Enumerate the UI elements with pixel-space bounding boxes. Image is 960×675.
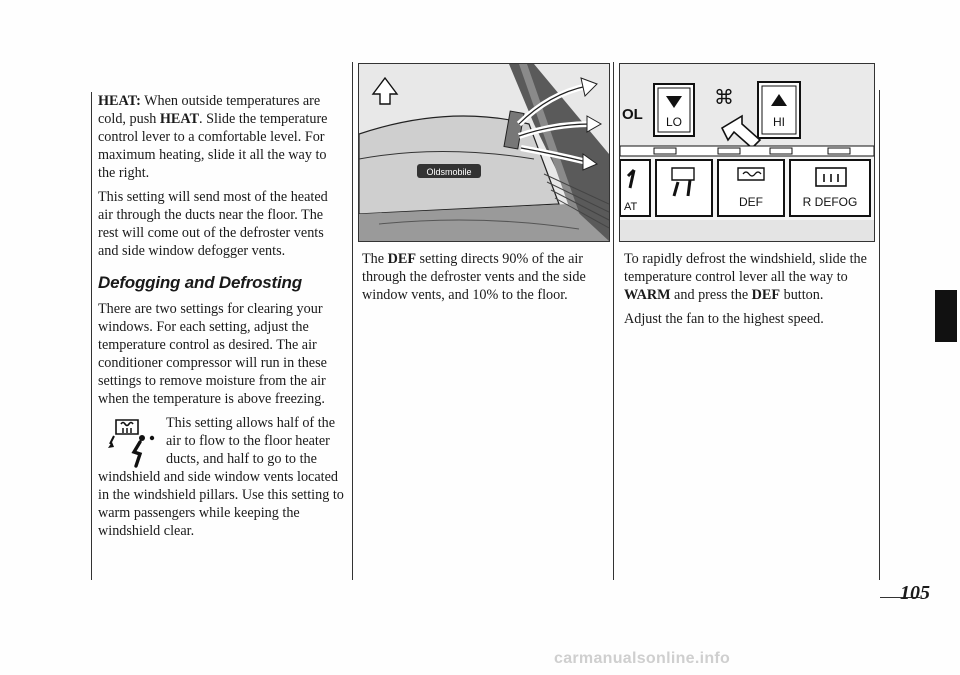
climate-panel-figure — [619, 63, 875, 242]
column-rule-right — [613, 62, 614, 580]
heat-paragraph — [98, 92, 346, 182]
fan-icon: ⌘ — [714, 87, 734, 109]
right-column — [624, 250, 870, 334]
rapid-defrost-paragraph — [624, 250, 870, 304]
fan-speed-paragraph: Adjust the fan to the highest speed. — [624, 311, 824, 327]
rapid-text-2: and press the — [670, 287, 752, 303]
lo-label: LO — [665, 115, 683, 129]
rapid-text-1: To rapidly defrost the windshield, slide the temperature control lever all the way to — [624, 251, 867, 285]
heat-keyword: HEAT — [159, 111, 200, 127]
defog-mode-icon — [98, 416, 160, 468]
section-heading: Defogging and Defrosting — [98, 273, 302, 292]
column-rule-far-right — [879, 90, 880, 580]
def-text-1: The — [362, 251, 388, 267]
defog-paragraph: There are two settings for clearing your windows. For each setting, adjust the temperature control as desired. The air conditioner compressor will run in these settings to remove moisture from the air when the temperature is above freezing. — [98, 301, 327, 407]
page-number: 105 — [900, 582, 930, 604]
heat-text-2: . Slide the temperature control lever to a comfortable level. For maximum heating, slide it all the way to the right. — [98, 111, 328, 181]
def-keyword: DEF — [387, 251, 416, 267]
left-edge-label: OL — [622, 106, 643, 123]
heat-text-1: When outside temperatures are cold, push — [98, 93, 321, 127]
section-tab-marker — [935, 290, 957, 342]
heat-paragraph-2: This setting will send most of the heated air through the ducts near the floor. The rest will come out of the defroster vents and side window defogger vents. — [98, 189, 328, 259]
def-text-2: setting directs 90% of the air through the defroster vents and the side window vents, and 10% to the floor. — [362, 251, 586, 303]
def-button-keyword: DEF — [751, 287, 781, 303]
left-column — [98, 92, 346, 540]
hi-label: HI — [773, 115, 785, 129]
column-rule-middle — [352, 62, 353, 580]
def-label: DEF — [739, 195, 763, 209]
defroster-vent-figure — [358, 63, 610, 242]
warm-keyword: WARM — [624, 287, 671, 303]
mode-description — [98, 414, 346, 540]
rdefog-label: R DEFOG — [802, 195, 858, 209]
mode-paragraph: This setting allows half of the air to flow to the floor heater ducts, and half to go to the windshield and side window vents located in the windshield pillars. Use this setting to warm passengers while keeping the windshield clear. — [98, 415, 344, 539]
at-label: AT — [624, 201, 638, 213]
figure-badge: Oldsmobile — [426, 167, 472, 177]
def-paragraph — [362, 250, 606, 304]
column-rule-left — [91, 92, 92, 580]
watermark: carmanualsonline.info — [554, 650, 731, 667]
middle-column — [362, 250, 606, 310]
rapid-text-3: button. — [780, 287, 824, 303]
heat-label: HEAT: — [98, 93, 141, 109]
